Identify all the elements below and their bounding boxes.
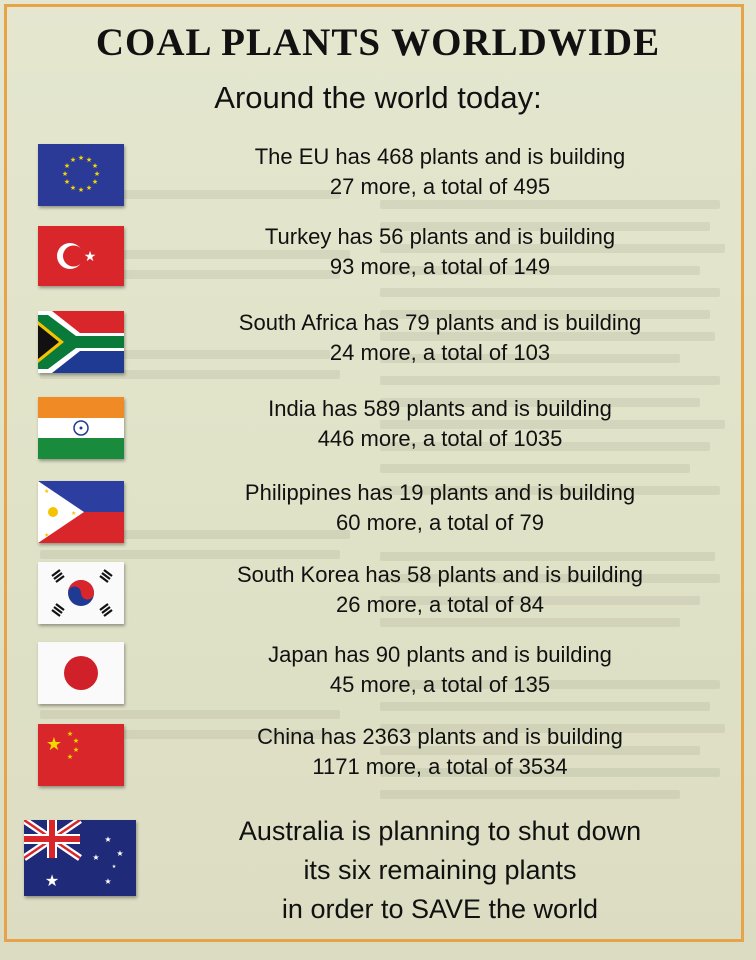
closing-line-2: its six remaining plants bbox=[303, 855, 577, 885]
australia-flag-icon bbox=[24, 820, 136, 896]
country-stat bbox=[140, 640, 740, 700]
svg-text:★: ★ bbox=[66, 730, 74, 738]
stat-line-2: 24 more, a total of 103 bbox=[329, 340, 551, 365]
stat-line-1: The EU has 468 plants and is building bbox=[254, 144, 626, 169]
philippines-flag-icon bbox=[38, 481, 124, 543]
svg-text:★: ★ bbox=[45, 734, 63, 755]
svg-text:★: ★ bbox=[85, 156, 93, 164]
closing-statement bbox=[140, 812, 740, 929]
stat-line-1: Philippines has 19 plants and is building bbox=[244, 480, 636, 505]
closing-line-3: in order to SAVE the world bbox=[281, 894, 599, 924]
country-stat bbox=[140, 222, 740, 282]
eu-flag-icon bbox=[38, 144, 124, 206]
south-korea-flag-icon bbox=[38, 562, 124, 624]
stat-line-1: South Korea has 58 plants and is building bbox=[236, 562, 644, 587]
svg-text:★: ★ bbox=[77, 154, 85, 162]
svg-text:★: ★ bbox=[63, 162, 71, 170]
stat-line-2: 446 more, a total of 1035 bbox=[317, 426, 563, 451]
stat-line-2: 60 more, a total of 79 bbox=[336, 510, 544, 535]
svg-text:★: ★ bbox=[44, 488, 50, 495]
stat-line-2: 26 more, a total of 84 bbox=[336, 592, 544, 617]
svg-text:★: ★ bbox=[61, 170, 69, 178]
svg-text:★: ★ bbox=[44, 871, 60, 890]
stat-line-1: India has 589 plants and is building bbox=[268, 396, 612, 421]
svg-text:★: ★ bbox=[66, 753, 74, 761]
svg-text:★: ★ bbox=[116, 849, 124, 858]
svg-text:★: ★ bbox=[71, 510, 77, 517]
svg-text:★: ★ bbox=[69, 156, 77, 164]
svg-text:★: ★ bbox=[104, 835, 112, 844]
stat-line-1: South Africa has 79 plants and is building bbox=[238, 310, 642, 335]
svg-text:★: ★ bbox=[83, 249, 97, 265]
svg-text:★: ★ bbox=[91, 162, 99, 170]
country-stat bbox=[140, 394, 740, 454]
stat-line-2: 45 more, a total of 135 bbox=[329, 672, 551, 697]
page-subtitle: Around the world today: bbox=[214, 80, 542, 115]
svg-text:★: ★ bbox=[72, 746, 80, 754]
stat-line-1: China has 2363 plants and is building bbox=[257, 724, 623, 749]
svg-text:★: ★ bbox=[77, 186, 85, 194]
svg-text:★: ★ bbox=[85, 184, 93, 192]
turkey-flag-icon bbox=[38, 226, 124, 286]
svg-text:★: ★ bbox=[72, 737, 80, 745]
country-stat bbox=[140, 142, 740, 202]
south-africa-flag-icon bbox=[38, 311, 124, 373]
svg-text:★: ★ bbox=[69, 184, 77, 192]
stat-line-2: 93 more, a total of 149 bbox=[329, 254, 551, 279]
svg-text:★: ★ bbox=[104, 877, 112, 886]
stat-line-1: Turkey has 56 plants and is building bbox=[264, 224, 616, 249]
closing-line-1: Australia is planning to shut down bbox=[238, 816, 642, 846]
svg-text:★: ★ bbox=[93, 170, 101, 178]
page-title: COAL PLANTS WORLDWIDE bbox=[95, 21, 661, 64]
country-stat bbox=[140, 308, 740, 368]
svg-text:★: ★ bbox=[63, 178, 71, 186]
stat-line-1: Japan has 90 plants and is building bbox=[268, 642, 612, 667]
country-stat bbox=[140, 722, 740, 782]
india-flag-icon bbox=[38, 397, 124, 459]
svg-text:★: ★ bbox=[44, 532, 50, 539]
japan-flag-icon bbox=[38, 642, 124, 704]
china-flag-icon bbox=[38, 724, 124, 786]
country-stat bbox=[140, 478, 740, 538]
stat-line-2: 27 more, a total of 495 bbox=[329, 174, 551, 199]
country-stat bbox=[140, 560, 740, 620]
svg-text:★: ★ bbox=[92, 853, 100, 862]
svg-text:★: ★ bbox=[91, 178, 99, 186]
stat-line-2: 1171 more, a total of 3534 bbox=[312, 754, 568, 779]
svg-text:★: ★ bbox=[111, 864, 117, 870]
